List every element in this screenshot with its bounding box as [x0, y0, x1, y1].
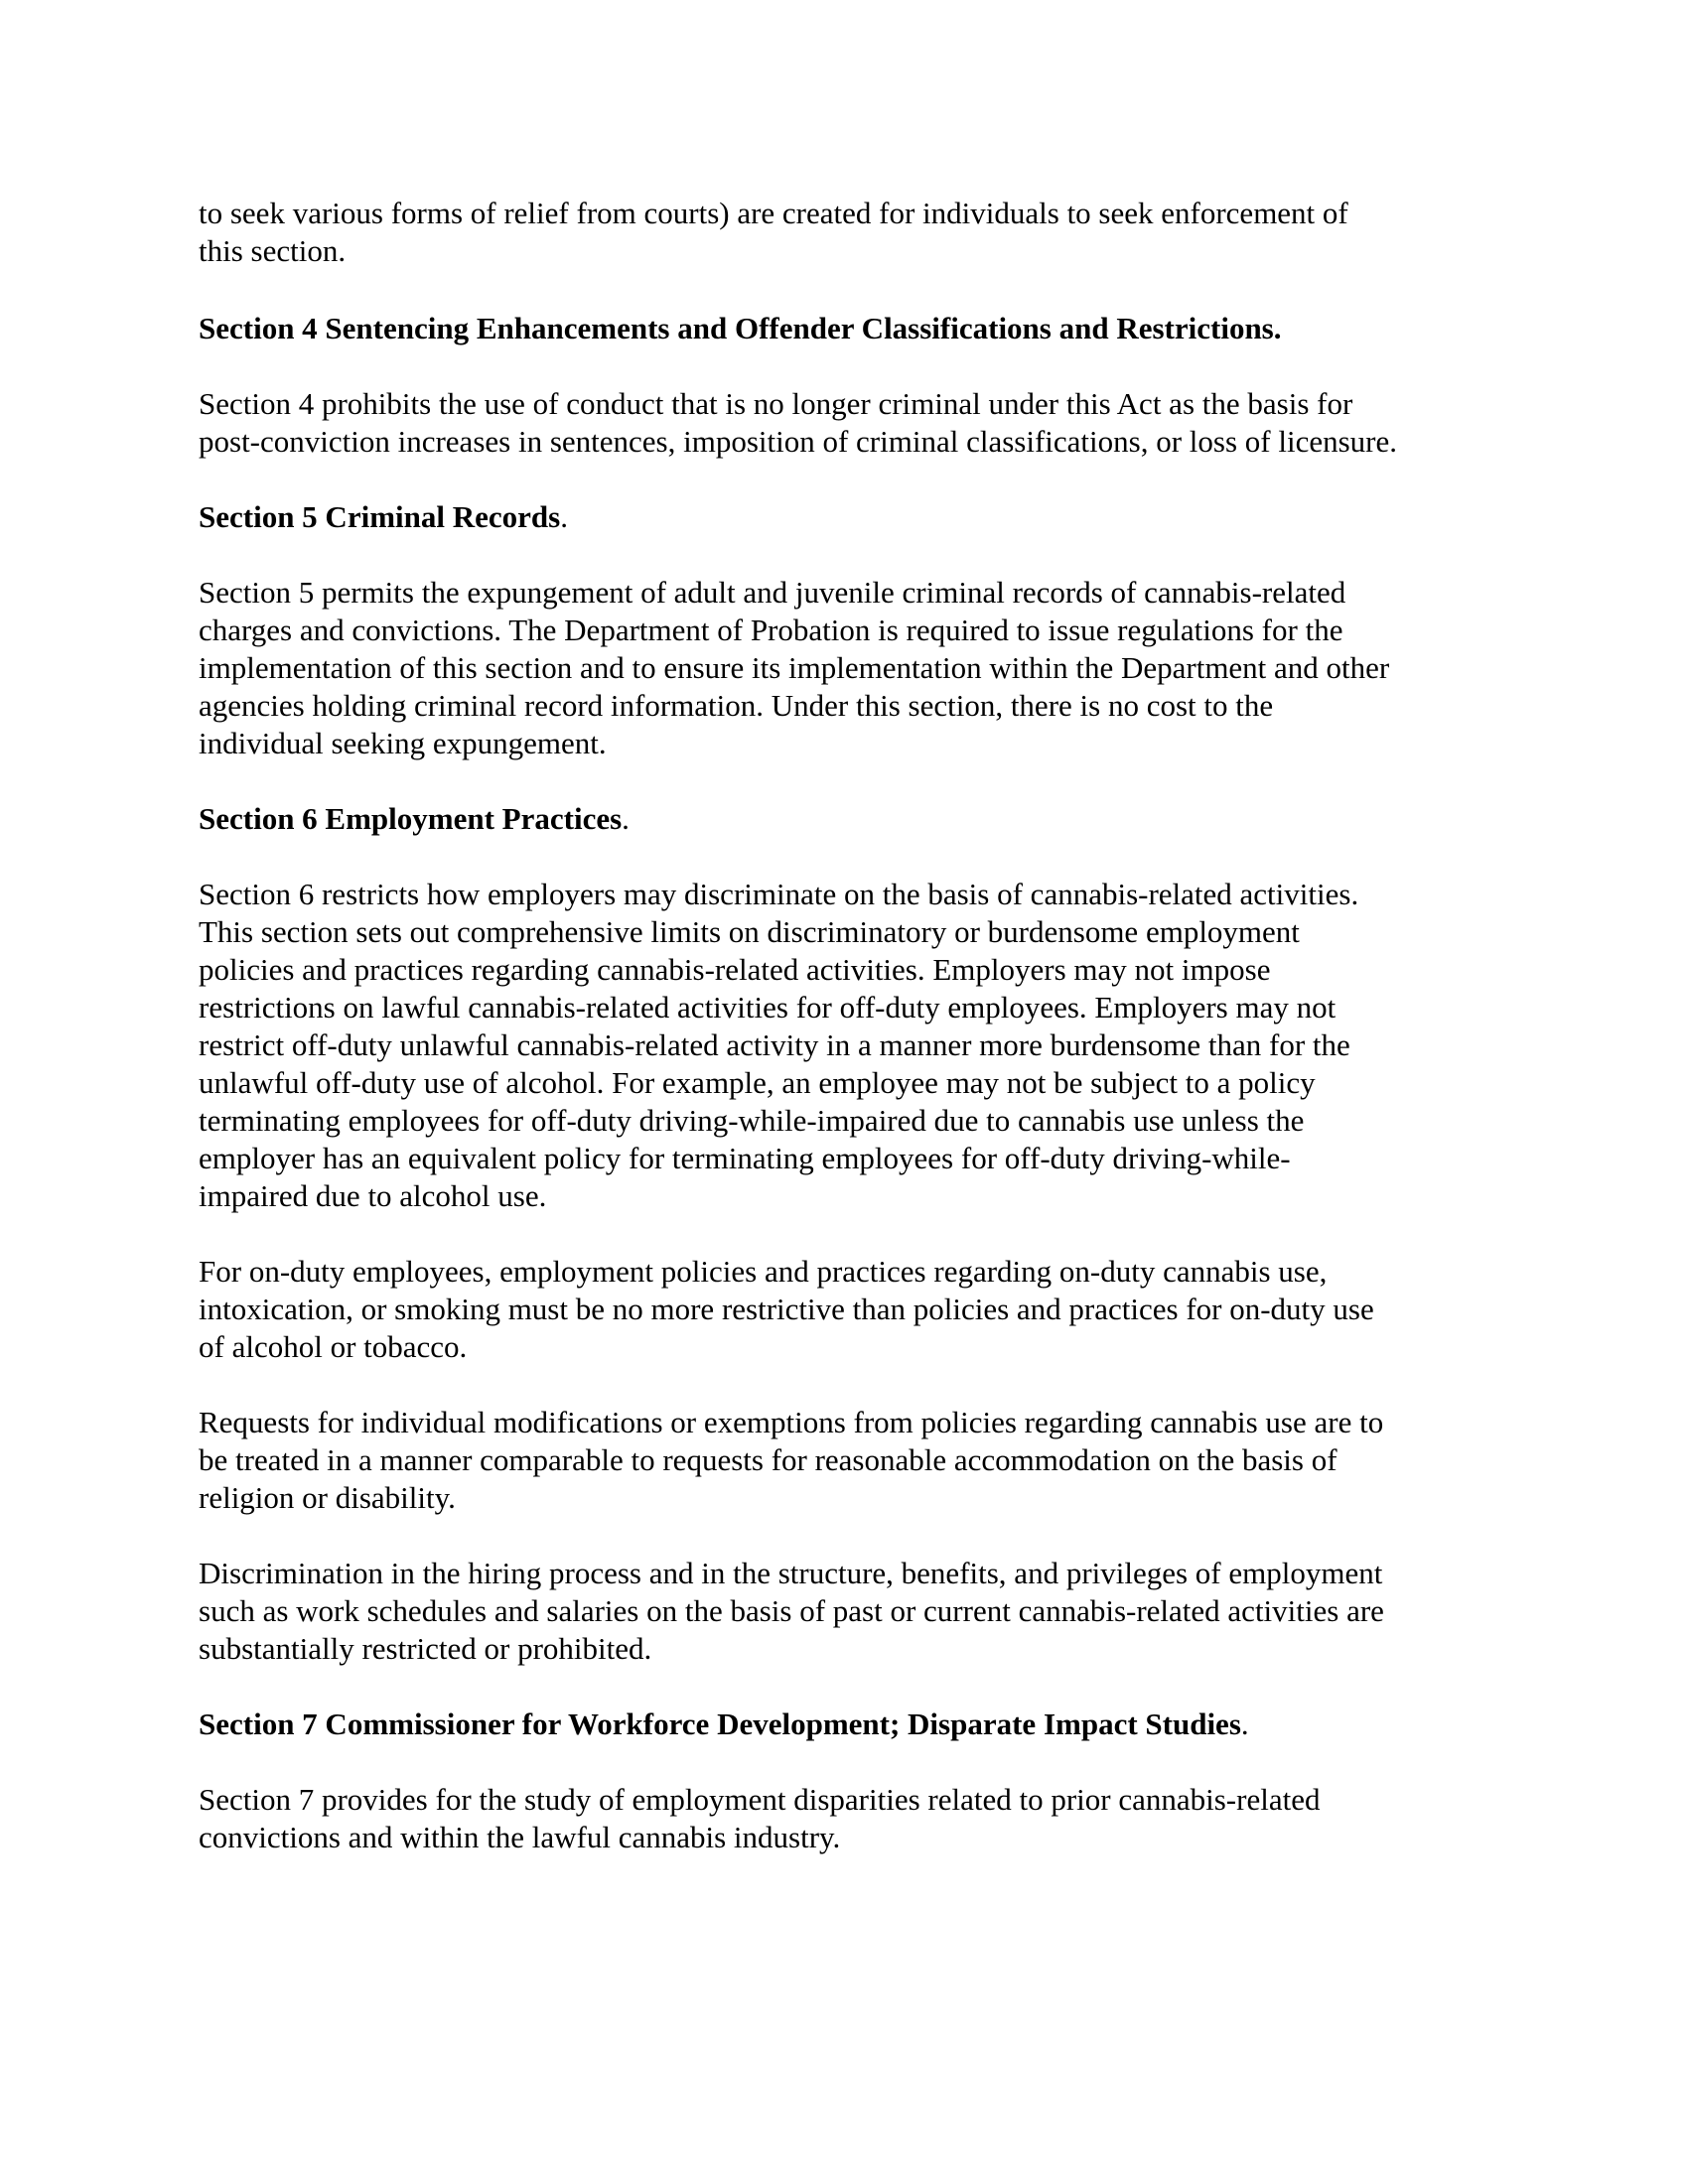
continuation-paragraph [199, 195, 1499, 270]
text-line: Section 4 prohibits the use of conduct that is no longer criminal under this Act as the basis for [199, 386, 1353, 421]
text-line: Discrimination in the hiring process and in the structure, benefits, and privileges of employment [199, 1556, 1383, 1590]
text-line: convictions and within the lawful cannabis industry. [199, 1820, 841, 1854]
text-line: unlawful off-duty use of alcohol. For example, an employee may not be subject to a policy [199, 1065, 1316, 1100]
text-line: For on-duty employees, employment policies and practices regarding on-duty cannabis use, [199, 1254, 1328, 1289]
heading-text: Section 4 Sentencing Enhancements and Offender Classifications and Restrictions. [199, 311, 1282, 345]
text-line: This section sets out comprehensive limits on discriminatory or burdensome employment [199, 914, 1300, 949]
text-line: individual seeking expungement. [199, 726, 607, 760]
heading-trail: . [622, 801, 630, 836]
text-line: Section 6 restricts how employers may discriminate on the basis of cannabis-related activities. [199, 877, 1359, 911]
section-5-heading [199, 498, 1499, 536]
text-line: substantially restricted or prohibited. [199, 1631, 652, 1666]
heading-text: Section 5 Criminal Records [199, 499, 561, 534]
text-line: agencies holding criminal record information. Under this section, there is no cost to the [199, 688, 1274, 723]
text-line: charges and convictions. The Department of Probation is required to issue regulations for the [199, 613, 1343, 647]
text-line: this section. [199, 233, 347, 268]
text-line: employer has an equivalent policy for terminating employees for off-duty driving-while- [199, 1141, 1291, 1175]
text-line: such as work schedules and salaries on the basis of past or current cannabis-related activities are [199, 1593, 1384, 1628]
section-4-heading [199, 310, 1499, 347]
heading-text: Section 6 Employment Practices [199, 801, 623, 836]
text-line: Requests for individual modifications or exemptions from policies regarding cannabis use are to [199, 1405, 1384, 1439]
text-line: to seek various forms of relief from courts) are created for individuals to seek enforcement of [199, 196, 1348, 230]
section-6-paragraph-4 [199, 1555, 1499, 1668]
text-line: religion or disability. [199, 1480, 456, 1515]
text-line: intoxication, or smoking must be no more restrictive than policies and practices for on-duty use [199, 1292, 1374, 1326]
text-line: of alcohol or tobacco. [199, 1329, 468, 1364]
section-5-paragraph [199, 574, 1499, 762]
text-line: restrictions on lawful cannabis-related activities for off-duty employees. Employers may not [199, 990, 1336, 1024]
section-6-paragraph-2 [199, 1253, 1499, 1366]
text-line: policies and practices regarding cannabis-related activities. Employers may not impose [199, 952, 1271, 987]
text-line: implementation of this section and to ensure its implementation within the Department and other [199, 650, 1390, 685]
text-line: post-conviction increases in sentences, imposition of criminal classifications, or loss of licensure. [199, 424, 1397, 459]
text-line: impaired due to alcohol use. [199, 1178, 547, 1213]
heading-trail: . [560, 499, 568, 534]
section-4-paragraph [199, 385, 1499, 461]
heading-text: Section 7 Commissioner for Workforce Development; Disparate Impact Studies [199, 1706, 1241, 1741]
text-line: terminating employees for off-duty driving-while-impaired due to cannabis use unless the [199, 1103, 1305, 1138]
text-line: Section 5 permits the expungement of adult and juvenile criminal records of cannabis-related [199, 575, 1346, 610]
text-line: Section 7 provides for the study of employment disparities related to prior cannabis-related [199, 1782, 1321, 1817]
section-6-paragraph-1 [199, 876, 1499, 1215]
text-line: restrict off-duty unlawful cannabis-related activity in a manner more burdensome than for the [199, 1027, 1350, 1062]
section-7-paragraph [199, 1781, 1499, 1856]
text-line: be treated in a manner comparable to requests for reasonable accommodation on the basis of [199, 1442, 1337, 1477]
heading-trail: . [1240, 1706, 1249, 1741]
section-6-paragraph-3 [199, 1404, 1499, 1517]
section-6-heading [199, 800, 1499, 838]
section-7-heading [199, 1706, 1499, 1743]
